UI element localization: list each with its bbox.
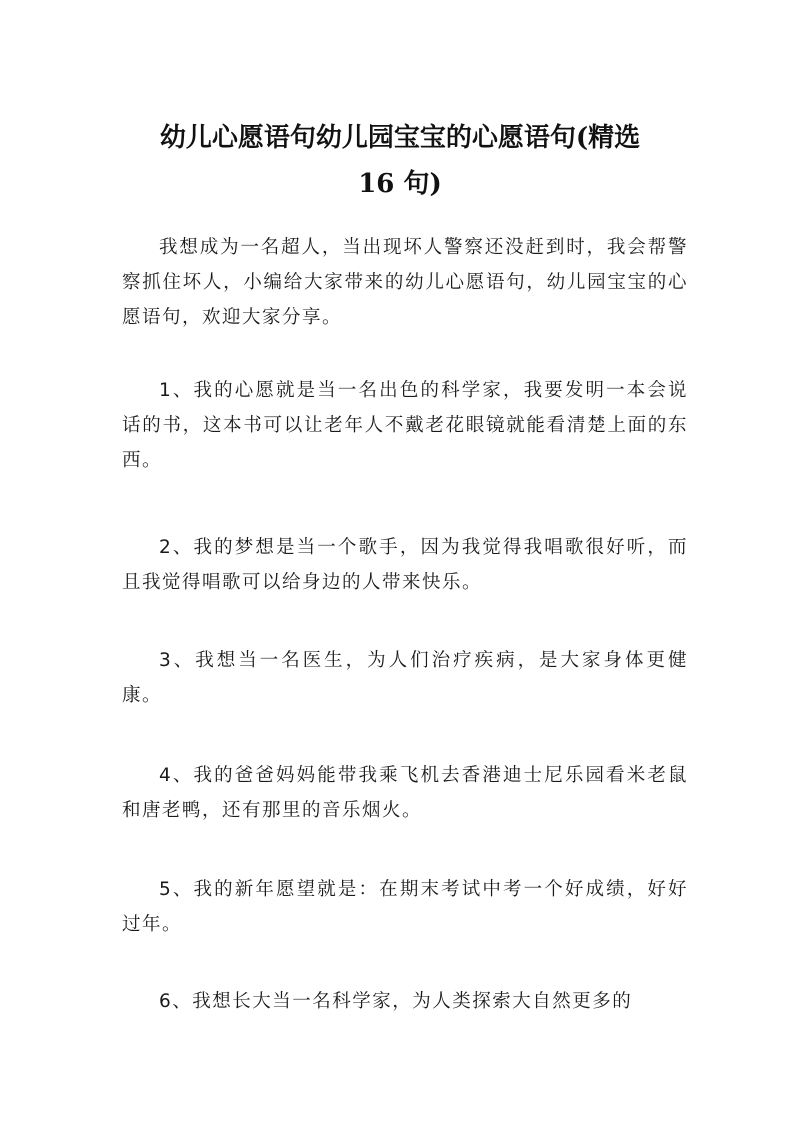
intro-paragraph: 我想成为一名超人，当出现坏人警察还没赶到时，我会帮警察抓住坏人，小编给大家带来的幼儿心愿语句，幼儿园宝宝的心愿语句，欢迎大家分享。: [122, 237, 688, 328]
wish-item-1: 1、我的心愿就是当一名出色的科学家，我要发明一本会说话的书，这本书可以让老年人不戴老花眼镜就能看清楚上面的东西。: [122, 380, 688, 471]
wish-item-2: 2、我的梦想是当一个歌手，因为我觉得我唱歌很好听，而且我觉得唱歌可以给身边的人带来快乐。: [122, 537, 688, 593]
wish-item-5: 5、我的新年愿望就是：在期末考试中考一个好成绩，好好过年。: [122, 879, 688, 935]
wish-item-3: 3、我想当一名医生，为人们治疗疾病，是大家身体更健康。: [122, 650, 688, 706]
title-line-1: 幼儿心愿语句幼儿园宝宝的心愿语句(精选: [159, 123, 641, 154]
document-title: [110, 115, 690, 207]
wish-item-6: 6、我想长大当一名科学家，为人类探索大自然更多的: [159, 991, 633, 1012]
title-line-2: 16 句): [358, 169, 442, 200]
wish-item-4: 4、我的爸爸妈妈能带我乘飞机去香港迪士尼乐园看米老鼠和唐老鸭，还有那里的音乐烟火。: [122, 765, 688, 821]
